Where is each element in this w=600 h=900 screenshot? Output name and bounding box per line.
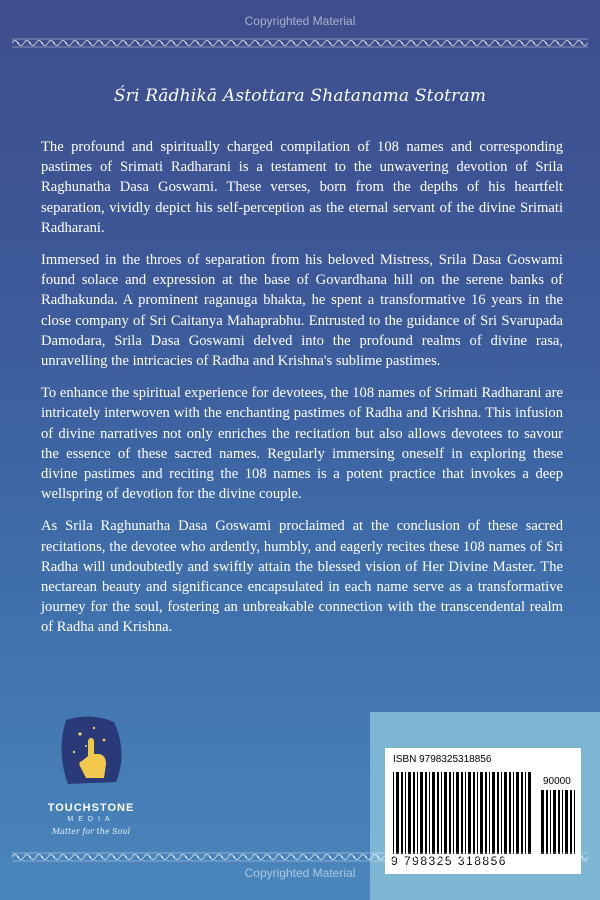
barcode-bar: [528, 772, 531, 854]
barcode-bar: [425, 772, 427, 854]
blurb: [41, 137, 563, 650]
barcode-bar: [521, 772, 523, 854]
barcode-bar: [468, 772, 471, 854]
publisher-tagline: Matter for the Soul: [51, 827, 131, 836]
barcode-bar: [413, 772, 415, 854]
barcode-bar: [461, 772, 463, 854]
barcode-bar: [473, 772, 475, 854]
barcode-bar: [396, 772, 399, 854]
barcode-bar: [501, 772, 502, 854]
barcode-bar: [509, 772, 511, 854]
barcode-bar: [562, 790, 563, 854]
barcode-bar: [401, 772, 403, 854]
barcode-bar: [417, 772, 418, 854]
barcode-bar: [393, 772, 394, 854]
barcode-bar: [420, 772, 423, 854]
barcode-bar: [453, 772, 454, 854]
barcode-bar: [444, 772, 447, 854]
barcode-bar: [570, 790, 572, 854]
barcode-bar: [477, 772, 478, 854]
barcode-bar: [437, 772, 439, 854]
isbn-label: ISBN 9798325318856: [393, 754, 492, 765]
barcode-bar: [405, 772, 406, 854]
barcode-bar: [504, 772, 507, 854]
barcode-bar: [516, 772, 519, 854]
decorative-border-bottom: [12, 852, 588, 862]
barcode-bar: [485, 772, 487, 854]
barcode-bar: [513, 772, 514, 854]
barcode-bar: [497, 772, 499, 854]
watermark-top: Copyrighted Material: [244, 14, 356, 28]
price-barcode-bars: [541, 790, 577, 854]
barcode-bar: [565, 790, 568, 854]
book-title: Śri Rādhikā Astottara Shatanama Stotram: [113, 86, 487, 106]
barcode-bar: [546, 790, 548, 854]
barcode-bar: [541, 790, 544, 854]
watermark-bottom: Copyrighted Material: [244, 866, 356, 880]
barcode-bar: [441, 772, 442, 854]
touchstone-icon: [36, 712, 146, 802]
barcode-bar: [553, 790, 556, 854]
barcode-bar: [449, 772, 451, 854]
barcode-bar: [525, 772, 526, 854]
barcode-bar: [558, 790, 560, 854]
paragraph-2: Immersed in the throes of separation from his beloved Mistress, Srila Dasa Goswami found solace and expression at the base of Govardhana hill on the serene banks of Radhakunda. A prominent raganuga bhakta, he spent a transformative 16 years in the close company of Sri Caitanya Mahaprabhu. Entrusted to the guidance of Sri Svarupada Damodara, Srila Dasa Goswami delved into the profound realms of divine rasa, unravelling the intricacies of Radha and Krishna's sublime pastimes.: [41, 252, 563, 370]
barcode-bar: [574, 790, 575, 854]
barcode-bar: [489, 772, 490, 854]
paragraph-1: The profound and spiritually charged compilation of 108 names and corresponding pastimes of Srimati Radharani is a testament to the unwavering devotion of Srila Raghunatha Dasa Goswami. These verses, born from the depths of his heartfelt separation, vividly depict his self-perception as the eternal servant of the divine Srimati Radharani.: [41, 139, 563, 236]
paragraph-3: To enhance the spiritual experience for devotees, the 108 names of Srimati Radharani are intricately interwoven with the enchanting pastimes of Radha and Krishna. This infusion of divine narratives not only enriches the recitation but also allows devotees to savour the essence of these sacred names. Regularly immersing oneself in exploring these divine pastimes and reciting the 108 names is a potent practice that invokes a deep wellspring of devotion for the divine couple.: [41, 385, 563, 503]
decorative-border-top: [12, 38, 588, 48]
barcode-bar: [465, 772, 466, 854]
barcode-bar: [432, 772, 435, 854]
publisher-sub: MEDIA: [67, 816, 115, 823]
publisher-name: TOUCHSTONE: [47, 802, 135, 814]
barcode-bar: [492, 772, 495, 854]
price-code: 90000: [543, 776, 571, 787]
barcode-bar: [429, 772, 430, 854]
barcode-bars: [393, 772, 533, 854]
barcode-bar: [456, 772, 459, 854]
barcode-bar: [408, 772, 411, 854]
barcode-bar: [480, 772, 483, 854]
paragraph-4: As Srila Raghunatha Dasa Goswami proclaimed at the conclusion of these sacred recitations, the devotee who ardently, humbly, and eagerly recites these 108 names of Sri Radha will undoubtedly and swiftly attain the blessed vision of Her Divine Master. The nectarean beauty and significance encapsulated in each name serve as a transformative journey for the soul, fostering an unbreakable connection with the transcendental realm of Radha and Krishna.: [41, 518, 563, 636]
barcode-bar: [550, 790, 551, 854]
